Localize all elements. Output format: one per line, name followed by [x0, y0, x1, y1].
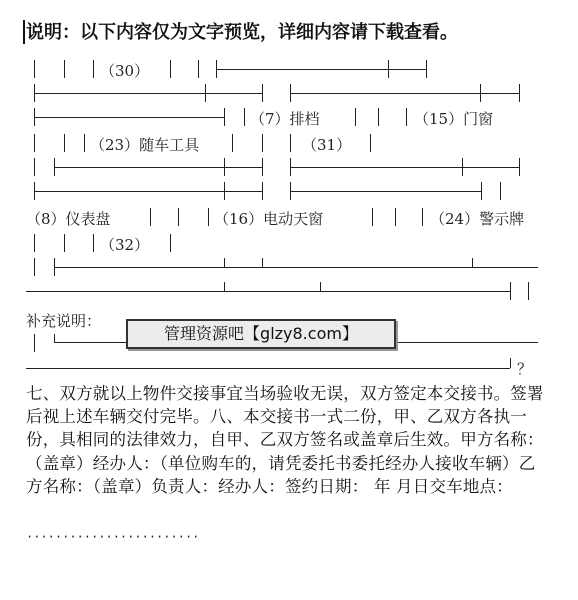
table-border	[93, 234, 94, 252]
table-border	[54, 258, 55, 276]
text-cursor	[23, 20, 25, 44]
table-border	[34, 334, 35, 352]
table-border	[64, 60, 65, 78]
table-border	[178, 208, 179, 226]
preview-notice: 说明：以下内容仅为文字预览，详细内容请下载查看。	[26, 22, 458, 43]
table-border	[208, 208, 209, 226]
table-border	[262, 84, 263, 102]
table-border	[290, 158, 291, 176]
table-border	[64, 234, 65, 252]
table-border	[224, 282, 225, 291]
table-line	[290, 191, 482, 192]
item-label-7: （7）排档	[250, 110, 320, 128]
table-border	[355, 108, 356, 126]
table-border	[34, 182, 35, 200]
table-border	[481, 182, 482, 200]
table-border	[480, 84, 481, 102]
table-border	[290, 134, 291, 152]
table-border	[34, 134, 35, 152]
table-line	[26, 368, 510, 369]
table-border	[320, 282, 321, 291]
table-border	[378, 108, 379, 126]
table-line	[290, 167, 520, 168]
table-border	[519, 84, 520, 102]
table-border	[262, 134, 263, 152]
table-border	[170, 234, 171, 252]
table-border	[510, 358, 511, 368]
table-border	[34, 60, 35, 78]
table-border	[84, 134, 85, 152]
table-border	[216, 60, 217, 78]
watermark-banner: 管理资源吧【glzy8.com】	[126, 319, 396, 349]
table-border	[426, 60, 427, 78]
supplement-label: 补充说明：	[26, 312, 102, 330]
table-line	[54, 267, 538, 268]
table-border	[170, 60, 171, 78]
table-border	[224, 182, 225, 200]
table-border	[395, 208, 396, 226]
table-line	[26, 291, 510, 292]
table-border	[232, 134, 233, 152]
table-border	[224, 158, 225, 176]
table-border	[262, 158, 263, 176]
table-line	[54, 167, 262, 168]
table-border	[372, 208, 373, 226]
table-border	[528, 282, 529, 300]
table-border	[290, 84, 291, 102]
item-label-23: （23）随车工具	[90, 136, 200, 154]
table-border	[510, 282, 511, 300]
table-border	[198, 60, 199, 78]
table-border	[34, 234, 35, 252]
table-border	[290, 182, 291, 200]
item-label-16: （16）电动天窗	[214, 210, 324, 228]
table-border	[422, 208, 423, 226]
table-border	[244, 108, 245, 126]
table-border	[224, 258, 225, 267]
item-label-30: （30）	[100, 62, 150, 80]
table-border	[406, 108, 407, 126]
table-line	[290, 93, 520, 94]
item-label-15: （15）门窗	[414, 110, 494, 128]
table-border	[34, 108, 35, 126]
table-border	[370, 134, 371, 152]
table-line	[34, 191, 262, 192]
dotted-leader: ························	[26, 530, 200, 544]
table-border	[462, 158, 463, 176]
table-border	[262, 258, 263, 267]
table-line	[34, 93, 262, 94]
table-border	[224, 108, 225, 126]
question-mark: ？	[517, 360, 533, 378]
table-border	[54, 334, 55, 343]
table-border	[54, 158, 55, 176]
table-border	[34, 158, 35, 176]
table-border	[64, 134, 65, 152]
table-border	[388, 60, 389, 78]
table-border	[262, 182, 263, 200]
table-border	[205, 84, 206, 102]
item-label-8: （8）仪表盘	[26, 210, 111, 228]
table-border	[93, 60, 94, 78]
agreement-paragraph: 七、双方就以上物件交接事宜当场验收无误，双方签定本交接书。签署后视上述车辆交付完毕。八、本交接书一式二份，甲、乙双方各执一份，具相同的法律效力，自甲、乙双方签名或盖章后生效。甲方名称：（盖章）经办人：（单位购车的，请凭委托书委托经办人接收车辆）乙方名称：（盖章）负责人：经办人：签约日期： 年 月日交车地点：	[26, 384, 544, 496]
table-line	[34, 117, 224, 118]
item-label-31: （31）	[302, 136, 352, 154]
item-label-32: （32）	[100, 236, 150, 254]
table-line	[216, 69, 426, 70]
table-border	[34, 84, 35, 102]
item-label-24: （24）警示牌	[430, 210, 525, 228]
table-border	[34, 258, 35, 276]
table-border	[500, 182, 501, 200]
table-border	[519, 158, 520, 176]
table-border	[150, 208, 151, 226]
table-border	[472, 258, 473, 267]
